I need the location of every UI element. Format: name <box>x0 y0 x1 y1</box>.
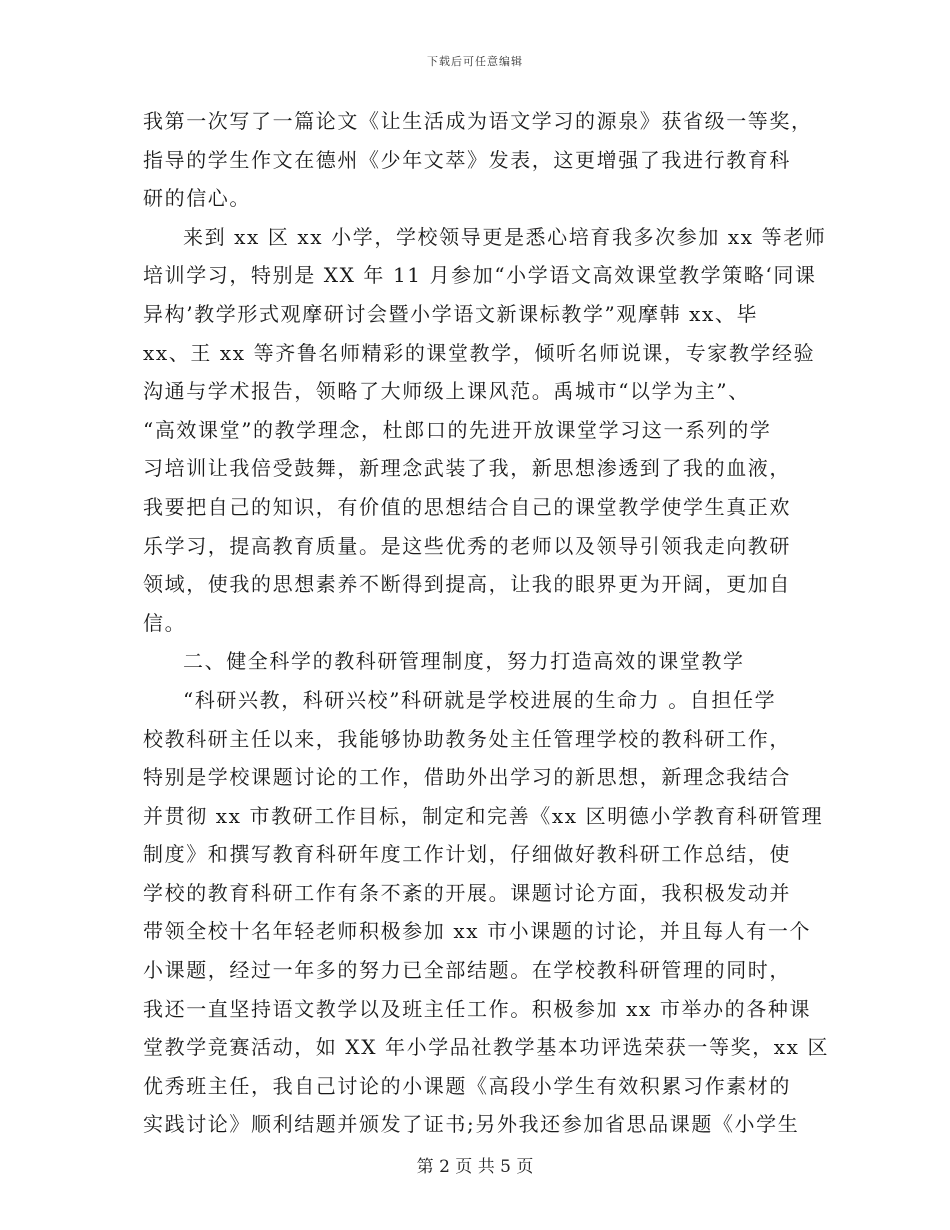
text-line: 来到 xx 区 xx 小学，学校领导更是悉心培育我多次参加 xx 等老师 <box>183 224 827 249</box>
page-number: 第 2 页 共 5 页 <box>416 1157 534 1177</box>
text-line: 带领全校十名年轻老师积极参加 xx 市小课题的讨论，并且每人有一个 <box>143 919 812 944</box>
text-line: 乐学习，提高教育质量。是这些优秀的老师以及领导引领我走向教研 <box>143 533 791 558</box>
text-line: 制度》和撰写教育科研年度工作计划，仔细做好教科研工作总结，使 <box>143 842 791 867</box>
text-line: 特别是学校课题讨论的工作，借助外出学习的新思想，新理念我结合 <box>143 765 791 790</box>
text-line: 信。 <box>143 610 187 635</box>
text-line: 学校的教育科研工作有条不紊的开展。课题讨论方面，我积极发动并 <box>143 880 791 905</box>
text-line: 我要把自己的知识，有价值的思想结合自己的课堂教学使学生真正欢 <box>143 494 791 519</box>
text-line: 领域，使我的思想素养不断得到提高，让我的眼界更为开阔，更加自 <box>143 572 791 597</box>
text-line: 校教科研主任以来，我能够协助教务处主任管理学校的教科研工作， <box>143 726 791 751</box>
text-line: 二、健全科学的教科研管理制度，努力打造高效的课堂教学 <box>183 649 745 674</box>
text-line: 沟通与学术报告，领略了大师级上课风范。禹城市“以学为主”、 <box>143 379 750 404</box>
text-line: 习培训让我倍受鼓舞，新理念武装了我，新思想渗透到了我的血液， <box>143 456 791 481</box>
text-line: 我还一直坚持语文教学以及班主任工作。积极参加 xx 市举办的各种课 <box>143 996 812 1021</box>
text-line: 指导的学生作文在德州《少年文萃》发表，这更增强了我进行教育科 <box>143 147 791 172</box>
text-line: 培训学习，特别是 XX 年 11 月参加“小学语文高效课堂教学策略‘同课 <box>143 263 817 288</box>
text-line: 异构’教学形式观摩研讨会暨小学语文新课标教学”观摩韩 xx、毕 <box>143 301 759 326</box>
text-line: 优秀班主任，我自己讨论的小课题《高段小学生有效积累习作素材的 <box>143 1073 791 1098</box>
text-line: 堂教学竞赛活动，如 XX 年小学品社教学基本功评选荣获一等奖，xx 区 <box>143 1035 830 1060</box>
text-line: 研的信心。 <box>143 186 251 211</box>
text-line: 小课题，经过一年多的努力已全部结题。在学校教科研管理的同时， <box>143 958 791 983</box>
text-line: 实践讨论》顺利结题并颁发了证书;另外我还参加省思品课题《小学生 <box>143 1112 800 1137</box>
document-body <box>143 102 830 1144</box>
text-line: “高效课堂”的教学理念，杜郎口的先进开放课堂学习这一系列的学 <box>143 417 772 442</box>
text-line: “科研兴教，科研兴校”科研就是学校进展的生命力 。自担任学 <box>183 687 777 712</box>
page-header-note: 下载后可任意编辑 <box>427 55 523 68</box>
text-line: xx、王 xx 等齐鲁名师精彩的课堂教学，倾听名师说课，专家教学经验 <box>143 340 816 365</box>
text-line: 并贯彻 xx 市教研工作目标，制定和完善《xx 区明德小学教育科研管理 <box>143 803 824 828</box>
text-line: 我第一次写了一篇论文《让生活成为语文学习的源泉》获省级一等奖， <box>143 109 813 133</box>
